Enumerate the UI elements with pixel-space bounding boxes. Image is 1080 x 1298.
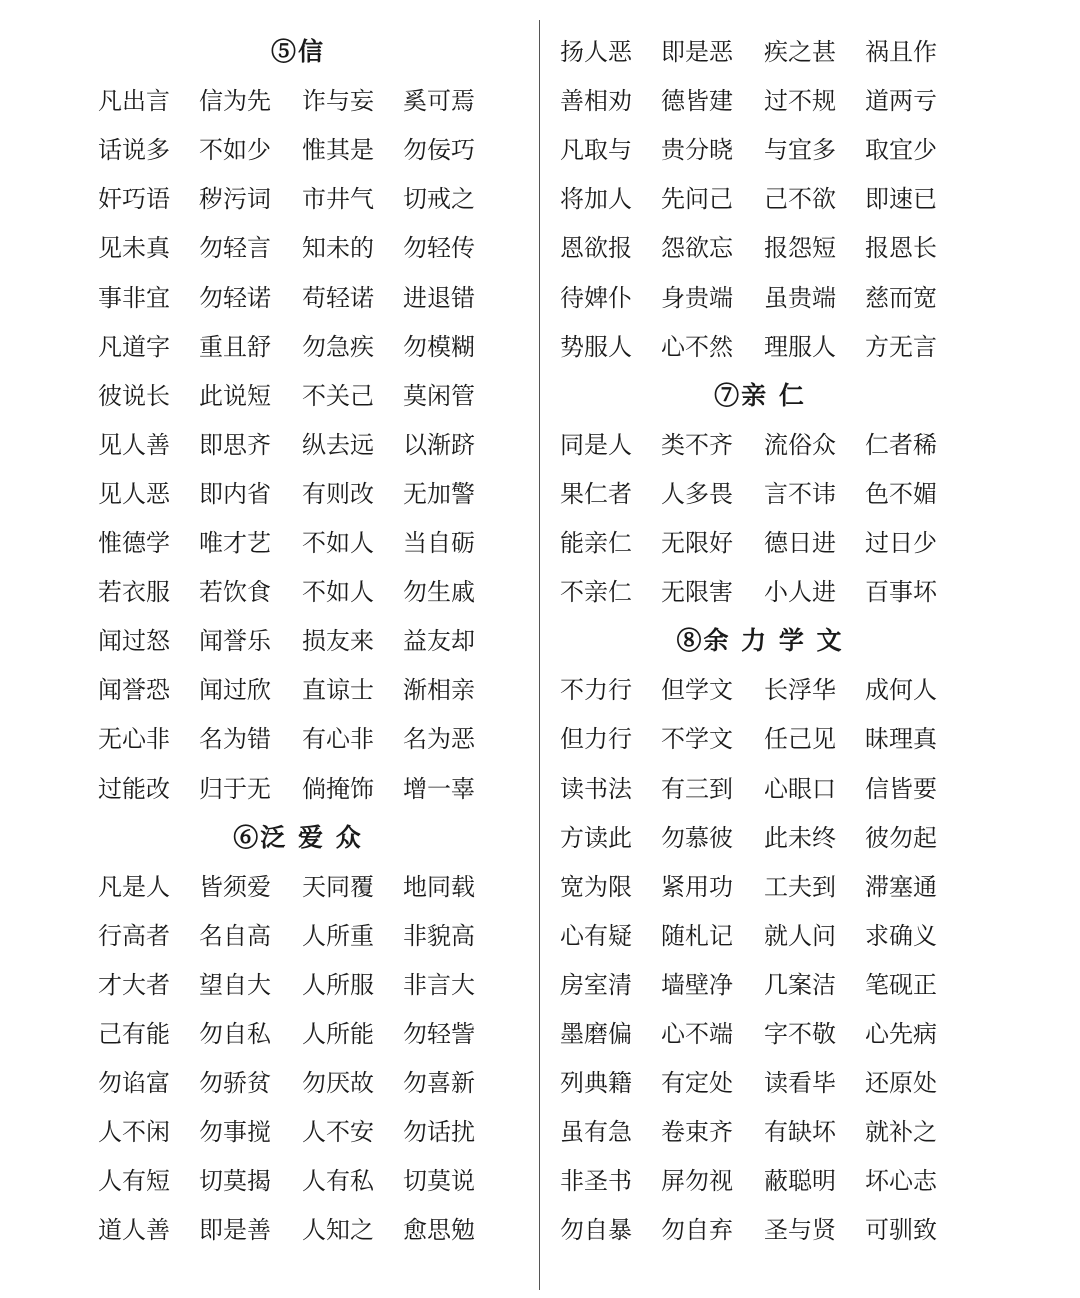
verse-phrase: 先问己 <box>661 185 733 214</box>
verse-phrase: 人不闲 <box>98 1118 170 1147</box>
verse-phrase: 即内省 <box>199 479 271 508</box>
verse-phrase: 人多畏 <box>661 479 733 508</box>
verse-phrase: 惟其是 <box>302 136 374 165</box>
verse-phrase: 勿生戚 <box>403 578 475 607</box>
verse-phrase: 待婢仆 <box>560 283 632 312</box>
verse-phrase: 勿谄富 <box>98 1069 170 1098</box>
verse-phrase: 勿骄贫 <box>199 1069 271 1098</box>
verse-phrase: 墨磨偏 <box>560 1020 632 1048</box>
column-divider <box>539 20 540 1290</box>
verse-row <box>560 1112 960 1152</box>
verse-phrase: 紧用功 <box>661 872 733 901</box>
verse-phrase: 人所能 <box>302 1020 374 1048</box>
verse-phrase: 凡出言 <box>98 87 170 116</box>
verse-row <box>560 719 960 759</box>
verse-row <box>98 1063 498 1103</box>
verse-row <box>98 916 498 956</box>
verse-row <box>98 474 498 514</box>
verse-phrase: 倘掩饰 <box>302 774 374 803</box>
verse-phrase: 话说多 <box>98 136 170 165</box>
verse-row <box>98 769 498 809</box>
verse-row <box>560 130 960 170</box>
verse-phrase: 房室清 <box>560 970 632 999</box>
verse-phrase: 成何人 <box>865 676 937 705</box>
verse-row <box>98 621 498 661</box>
verse-phrase: 信为先 <box>199 87 271 116</box>
verse-phrase: 人不安 <box>302 1118 374 1147</box>
verse-phrase: 能亲仁 <box>560 529 632 557</box>
verse-phrase: 势服人 <box>560 332 632 361</box>
verse-phrase: 无限好 <box>661 529 733 557</box>
verse-phrase: 任己见 <box>764 725 836 754</box>
verse-phrase: 疾之甚 <box>764 38 836 66</box>
verse-phrase: 坏心志 <box>865 1167 937 1196</box>
verse-phrase: 类不齐 <box>661 430 733 459</box>
verse-phrase: 闻誉恐 <box>98 676 170 705</box>
verse-phrase: 切莫揭 <box>199 1167 271 1196</box>
verse-phrase: 不如人 <box>302 529 374 557</box>
verse-row <box>560 769 960 809</box>
verse-phrase: 慈而宽 <box>865 283 937 312</box>
section-heading: ⑤信 <box>270 37 325 66</box>
verse-phrase: 身贵端 <box>661 283 733 312</box>
section-heading: ⑧余 力 学 文 <box>676 626 844 656</box>
verse-phrase: 不学文 <box>661 725 733 754</box>
verse-phrase: 几案洁 <box>764 970 836 999</box>
verse-phrase: 损友来 <box>302 627 374 656</box>
verse-phrase: 有三到 <box>661 774 733 803</box>
verse-phrase: 人所服 <box>302 970 374 999</box>
verse-phrase: 即是善 <box>199 1216 271 1245</box>
verse-phrase: 将加人 <box>560 185 632 214</box>
verse-phrase: 滞塞通 <box>865 872 937 901</box>
verse-phrase: 人知之 <box>302 1216 374 1245</box>
verse-phrase: 长浮华 <box>764 676 836 705</box>
verse-phrase: 虽有急 <box>560 1118 632 1147</box>
verse-phrase: 闻誉乐 <box>199 627 271 656</box>
verse-row <box>98 670 498 710</box>
verse-phrase: 但学文 <box>661 676 733 705</box>
verse-row <box>560 1014 960 1054</box>
verse-phrase: 以渐跻 <box>403 430 475 459</box>
verse-phrase: 非圣书 <box>560 1167 632 1196</box>
verse-phrase: 不力行 <box>560 676 632 705</box>
verse-row <box>560 474 960 514</box>
verse-phrase: 苟轻诺 <box>302 283 374 312</box>
verse-phrase: 卷束齐 <box>661 1118 733 1147</box>
verse-phrase: 即是恶 <box>661 38 733 66</box>
verse-row <box>560 228 960 268</box>
verse-phrase: 心眼口 <box>764 774 836 803</box>
verse-phrase: 色不媚 <box>865 479 937 508</box>
verse-phrase: 归于无 <box>199 774 271 803</box>
verse-phrase: 勿自暴 <box>560 1216 632 1245</box>
verse-phrase: 人有私 <box>302 1167 374 1196</box>
verse-phrase: 见人恶 <box>98 479 170 508</box>
verse-phrase: 此说短 <box>199 381 271 410</box>
verse-phrase: 人所重 <box>302 921 374 950</box>
verse-phrase: 宽为限 <box>560 872 632 901</box>
verse-phrase: 奸巧语 <box>98 185 170 214</box>
verse-phrase: 还原处 <box>865 1069 937 1098</box>
verse-phrase: 勿模糊 <box>403 332 475 361</box>
verse-phrase: 增一辜 <box>403 774 475 803</box>
verse-phrase: 就补之 <box>865 1118 937 1147</box>
verse-phrase: 列典籍 <box>560 1069 632 1098</box>
verse-row <box>98 719 498 759</box>
verse-phrase: 勿慕彼 <box>661 823 733 852</box>
verse-phrase: 有缺坏 <box>764 1118 836 1147</box>
verse-row <box>98 867 498 907</box>
verse-phrase: 若饮食 <box>199 578 271 607</box>
verse-phrase: 诈与妄 <box>302 87 374 116</box>
verse-phrase: 凡是人 <box>98 872 170 901</box>
verse-phrase: 进退错 <box>403 283 475 312</box>
verse-phrase: 过不规 <box>764 87 836 116</box>
verse-phrase: 昧理真 <box>865 725 937 754</box>
verse-phrase: 此未终 <box>764 823 836 852</box>
verse-phrase: 地同载 <box>403 872 475 901</box>
verse-phrase: 当自砺 <box>403 529 475 557</box>
verse-phrase: 求确义 <box>865 921 937 950</box>
verse-row <box>98 1210 498 1250</box>
verse-phrase: 仁者稀 <box>865 430 937 459</box>
verse-phrase: 闻过欣 <box>199 676 271 705</box>
verse-phrase: 非言大 <box>403 970 475 999</box>
verse-row <box>98 327 498 367</box>
verse-row <box>560 1063 960 1103</box>
verse-phrase: 方读此 <box>560 823 632 852</box>
verse-row <box>560 572 960 612</box>
verse-phrase: 屏勿视 <box>661 1167 733 1196</box>
verse-phrase: 笔砚正 <box>865 970 937 999</box>
verse-phrase: 凡取与 <box>560 136 632 165</box>
verse-phrase: 见未真 <box>98 234 170 263</box>
verse-phrase: 若衣服 <box>98 578 170 607</box>
verse-phrase: 益友却 <box>403 627 475 656</box>
verse-phrase: 圣与贤 <box>764 1216 836 1245</box>
verse-phrase: 有定处 <box>661 1069 733 1098</box>
verse-phrase: 己有能 <box>98 1020 170 1048</box>
verse-row <box>98 572 498 612</box>
verse-phrase: 勿轻言 <box>199 234 271 263</box>
verse-row <box>560 179 960 219</box>
verse-phrase: 勿轻诺 <box>199 283 271 312</box>
verse-phrase: 报怨短 <box>764 234 836 263</box>
verse-phrase: 凡道字 <box>98 332 170 361</box>
verse-phrase: 报恩长 <box>865 234 937 263</box>
verse-phrase: 切戒之 <box>403 185 475 214</box>
verse-phrase: 唯才艺 <box>199 529 271 557</box>
verse-phrase: 德日进 <box>764 529 836 557</box>
verse-row <box>98 965 498 1005</box>
verse-phrase: 市井气 <box>302 185 374 214</box>
verse-phrase: 勿佞巧 <box>403 136 475 165</box>
verse-phrase: 彼说长 <box>98 381 170 410</box>
verse-phrase: 取宜少 <box>865 136 937 165</box>
verse-row <box>98 523 498 563</box>
verse-row <box>560 1210 960 1250</box>
verse-phrase: 勿急疾 <box>302 332 374 361</box>
verse-phrase: 果仁者 <box>560 479 632 508</box>
verse-phrase: 道两亏 <box>865 87 937 116</box>
verse-row <box>560 916 960 956</box>
verse-row <box>98 81 498 121</box>
verse-phrase: 勿厌故 <box>302 1069 374 1098</box>
verse-phrase: 怨欲忘 <box>661 234 733 263</box>
verse-phrase: 直谅士 <box>302 676 374 705</box>
verse-row <box>98 130 498 170</box>
verse-phrase: 百事坏 <box>865 578 937 607</box>
verse-phrase: 即思齐 <box>199 430 271 459</box>
verse-phrase: 心不端 <box>661 1020 733 1048</box>
verse-row <box>560 818 960 858</box>
verse-phrase: 事非宜 <box>98 283 170 312</box>
verse-phrase: 愈思勉 <box>403 1216 475 1245</box>
verse-phrase: 勿喜新 <box>403 1069 475 1098</box>
verse-row <box>98 179 498 219</box>
verse-phrase: 不如人 <box>302 578 374 607</box>
verse-phrase: 同是人 <box>560 430 632 459</box>
verse-phrase: 无心非 <box>98 725 170 754</box>
verse-phrase: 名自高 <box>199 921 271 950</box>
verse-phrase: 闻过怒 <box>98 627 170 656</box>
verse-phrase: 见人善 <box>98 430 170 459</box>
verse-phrase: 祸且作 <box>865 38 937 66</box>
verse-phrase: 勿自私 <box>199 1020 271 1048</box>
verse-phrase: 知未的 <box>302 234 374 263</box>
verse-row <box>560 1161 960 1201</box>
verse-phrase: 小人进 <box>764 578 836 607</box>
verse-phrase: 有则改 <box>302 479 374 508</box>
verse-phrase: 望自大 <box>199 970 271 999</box>
verse-phrase: 彼勿起 <box>865 823 937 852</box>
verse-phrase: 扬人恶 <box>560 38 632 66</box>
verse-phrase: 重且舒 <box>199 332 271 361</box>
section-heading: ⑥泛 爱 众 <box>233 822 363 852</box>
verse-phrase: 渐相亲 <box>403 676 475 705</box>
verse-phrase: 虽贵端 <box>764 283 836 312</box>
verse-row <box>560 670 960 710</box>
verse-phrase: 切莫说 <box>403 1167 475 1196</box>
verse-row <box>560 523 960 563</box>
verse-phrase: 有心非 <box>302 725 374 754</box>
verse-phrase: 就人问 <box>764 921 836 950</box>
verse-phrase: 过能改 <box>98 774 170 803</box>
verse-phrase: 读书法 <box>560 774 632 803</box>
verse-phrase: 不如少 <box>199 136 271 165</box>
verse-phrase: 天同覆 <box>302 872 374 901</box>
verse-phrase: 勿话扰 <box>403 1118 475 1147</box>
verse-row <box>560 278 960 318</box>
verse-row <box>560 425 960 465</box>
verse-phrase: 秽污词 <box>199 185 271 214</box>
verse-phrase: 字不敬 <box>764 1020 836 1048</box>
verse-phrase: 善相劝 <box>560 87 632 116</box>
verse-phrase: 德皆建 <box>661 87 733 116</box>
verse-row <box>98 228 498 268</box>
verse-phrase: 心有疑 <box>560 921 632 950</box>
verse-phrase: 方无言 <box>865 332 937 361</box>
verse-phrase: 奚可焉 <box>403 87 475 116</box>
verse-phrase: 勿自弃 <box>661 1216 733 1245</box>
verse-phrase: 不关己 <box>302 381 374 410</box>
verse-phrase: 皆须爱 <box>199 872 271 901</box>
verse-row <box>98 1014 498 1054</box>
verse-row <box>98 1161 498 1201</box>
verse-phrase: 无限害 <box>661 578 733 607</box>
verse-row <box>560 867 960 907</box>
verse-phrase: 惟德学 <box>98 529 170 557</box>
verse-phrase: 不亲仁 <box>560 578 632 607</box>
verse-phrase: 但力行 <box>560 725 632 754</box>
verse-row <box>560 81 960 121</box>
verse-row <box>98 425 498 465</box>
verse-phrase: 即速已 <box>865 185 937 214</box>
verse-phrase: 随札记 <box>661 921 733 950</box>
verse-phrase: 勿轻訾 <box>403 1020 475 1048</box>
verse-phrase: 工夫到 <box>764 872 836 901</box>
verse-phrase: 与宜多 <box>764 136 836 165</box>
verse-row <box>560 327 960 367</box>
verse-row <box>98 278 498 318</box>
verse-phrase: 莫闲管 <box>403 381 475 410</box>
verse-phrase: 道人善 <box>98 1216 170 1245</box>
verse-phrase: 行高者 <box>98 921 170 950</box>
verse-phrase: 勿轻传 <box>403 234 475 263</box>
verse-row <box>98 376 498 416</box>
verse-phrase: 恩欲报 <box>560 234 632 263</box>
verse-phrase: 言不讳 <box>764 479 836 508</box>
verse-phrase: 才大者 <box>98 970 170 999</box>
verse-phrase: 纵去远 <box>302 430 374 459</box>
verse-phrase: 过日少 <box>865 529 937 557</box>
verse-phrase: 名为错 <box>199 725 271 754</box>
verse-phrase: 非貌高 <box>403 921 475 950</box>
verse-phrase: 无加警 <box>403 479 475 508</box>
verse-phrase: 人有短 <box>98 1167 170 1196</box>
section-heading: ⑦亲 仁 <box>714 380 806 410</box>
verse-phrase: 己不欲 <box>764 185 836 214</box>
verse-row <box>98 1112 498 1152</box>
verse-phrase: 心不然 <box>661 332 733 361</box>
verse-phrase: 读看毕 <box>764 1069 836 1098</box>
verse-phrase: 心先病 <box>865 1020 937 1048</box>
verse-phrase: 勿事搅 <box>199 1118 271 1147</box>
verse-row <box>560 32 960 72</box>
verse-phrase: 理服人 <box>764 332 836 361</box>
verse-phrase: 名为恶 <box>403 725 475 754</box>
verse-phrase: 墙壁净 <box>661 970 733 999</box>
verse-row <box>560 965 960 1005</box>
verse-phrase: 信皆要 <box>865 774 937 803</box>
verse-phrase: 蔽聪明 <box>764 1167 836 1196</box>
verse-phrase: 可驯致 <box>865 1216 937 1245</box>
verse-phrase: 流俗众 <box>764 430 836 459</box>
verse-phrase: 贵分晓 <box>661 136 733 165</box>
